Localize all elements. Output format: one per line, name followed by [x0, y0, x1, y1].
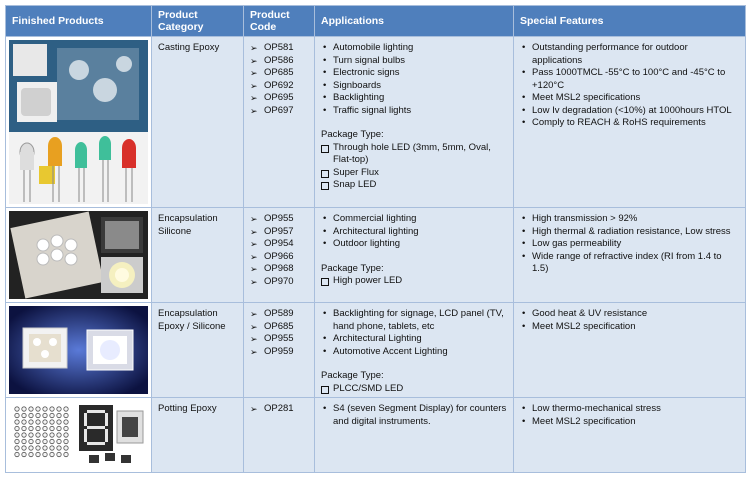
product-category: Encapsulation Silicone	[152, 208, 244, 303]
package-item: Through hole LED (3mm, 5mm, Oval, Flat-top)	[321, 142, 507, 167]
feature-item: • Meet MSL2 specification	[520, 416, 739, 429]
product-code: ➢ OP955	[250, 333, 308, 346]
application-item: • Architectural lighting	[321, 226, 507, 239]
product-code: ➢ OP954	[250, 238, 308, 251]
package-type-label: Package Type:	[321, 370, 384, 381]
product-code: ➢ OP685	[250, 67, 308, 80]
product-image-cell	[6, 208, 152, 303]
feature-item: • High transmission > 92%	[520, 213, 739, 226]
feature-item: • Good heat & UV resistance	[520, 308, 739, 321]
application-item: • Backlighting	[321, 92, 507, 105]
header-finished-products: Finished Products	[6, 6, 152, 37]
feature-item: • Low Iv degradation (<10%) at 1000hours HTOL	[520, 105, 739, 118]
smd-led-photo	[9, 306, 148, 394]
product-code: ➢ OP957	[250, 226, 308, 239]
product-image-cell	[6, 37, 152, 208]
application-item: • Backlighting for signage, LCD panel (TV, hand phone, tablets, etc	[321, 308, 507, 333]
table-row	[6, 37, 746, 208]
product-code: ➢ OP970	[250, 276, 308, 289]
product-image-cell	[6, 398, 152, 473]
package-item: PLCC/SMD LED	[321, 383, 507, 396]
package-type-label: Package Type:	[321, 129, 384, 140]
feature-item: • Low gas permeability	[520, 238, 739, 251]
product-code: ➢ OP281	[250, 403, 308, 416]
application-item: • Outdoor lighting	[321, 238, 507, 251]
application-item: • Automobile lighting	[321, 42, 507, 55]
features-cell	[514, 303, 746, 398]
header-product-code: Product Code	[244, 6, 315, 37]
seven-segment-display-photo	[9, 401, 148, 469]
application-item: • Automotive Accent Lighting	[321, 346, 507, 359]
feature-item: • Outstanding performance for outdoor applications	[520, 42, 739, 67]
product-code: ➢ OP697	[250, 105, 308, 118]
table-row	[6, 303, 746, 398]
product-category: Potting Epoxy	[152, 398, 244, 473]
product-category: Encapsulation Epoxy / Silicone	[152, 303, 244, 398]
applications-cell	[315, 303, 514, 398]
product-codes-cell	[244, 303, 315, 398]
header-applications: Applications	[315, 6, 514, 37]
application-item: • S4 (seven Segment Display) for counters and digital instruments.	[321, 403, 507, 428]
table-row	[6, 208, 746, 303]
product-image-cell	[6, 303, 152, 398]
feature-item: • Low thermo-mechanical stress	[520, 403, 739, 416]
table-row	[6, 398, 746, 473]
applications-cell	[315, 37, 514, 208]
features-cell	[514, 37, 746, 208]
high-power-led-photo	[9, 211, 148, 299]
application-item: • Electronic signs	[321, 67, 507, 80]
package-item: High power LED	[321, 275, 507, 288]
features-cell	[514, 398, 746, 473]
feature-item: • High thermal & radiation resistance, Low stress	[520, 226, 739, 239]
product-code: ➢ OP589	[250, 308, 308, 321]
product-code: ➢ OP695	[250, 92, 308, 105]
product-code: ➢ OP692	[250, 80, 308, 93]
application-item: • Architectural Lighting	[321, 333, 507, 346]
product-code: ➢ OP968	[250, 263, 308, 276]
product-code: ➢ OP586	[250, 55, 308, 68]
product-codes-cell	[244, 37, 315, 208]
products-table	[5, 5, 746, 473]
product-code: ➢ OP581	[250, 42, 308, 55]
header-special-features: Special Features	[514, 6, 746, 37]
package-item: Super Flux	[321, 167, 507, 180]
package-item: Snap LED	[321, 179, 507, 192]
product-code: ➢ OP959	[250, 346, 308, 359]
feature-item: • Wide range of refractive index (RI from 1.4 to 1.5)	[520, 251, 739, 276]
applications-cell	[315, 398, 514, 473]
product-code: ➢ OP955	[250, 213, 308, 226]
product-category: Casting Epoxy	[152, 37, 244, 208]
application-item: • Commercial lighting	[321, 213, 507, 226]
applications-cell	[315, 208, 514, 303]
product-code: ➢ OP685	[250, 321, 308, 334]
application-item: • Traffic signal lights	[321, 105, 507, 118]
package-type-label: Package Type:	[321, 262, 384, 274]
product-codes-cell	[244, 208, 315, 303]
header-product-category: Product Category	[152, 6, 244, 37]
through-hole-led-photo	[9, 40, 148, 204]
feature-item: • Meet MSL2 specification	[520, 321, 739, 334]
features-cell	[514, 208, 746, 303]
application-item: • Turn signal bulbs	[321, 55, 507, 68]
header-row	[6, 6, 746, 37]
application-item: • Signboards	[321, 80, 507, 93]
feature-item: • Meet MSL2 specifications	[520, 92, 739, 105]
feature-item: • Pass 1000TMCL -55°C to 100°C and -45°C to +120°C	[520, 67, 739, 92]
feature-item: • Comply to REACH & RoHS requirements	[520, 117, 739, 130]
product-code: ➢ OP966	[250, 251, 308, 264]
product-codes-cell	[244, 398, 315, 473]
